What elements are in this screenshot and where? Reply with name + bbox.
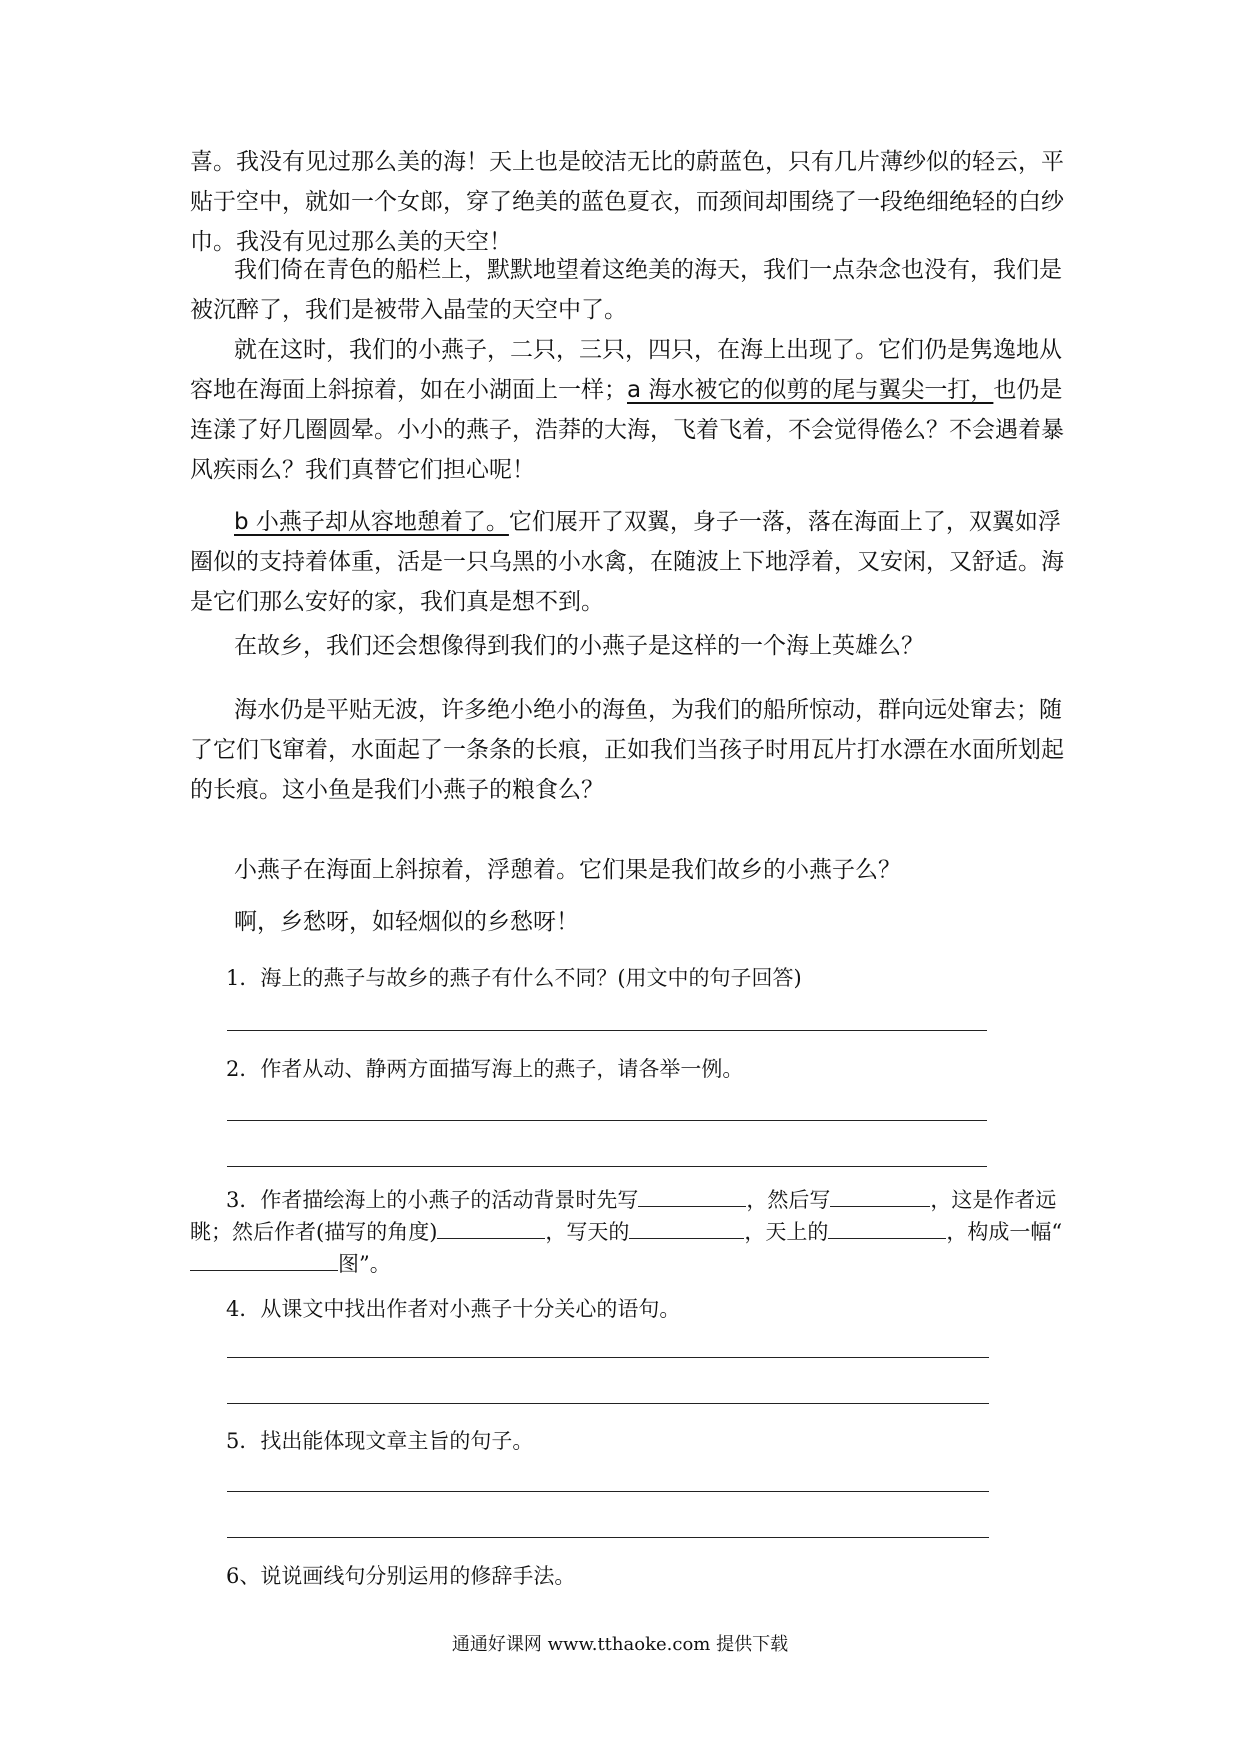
- answer-line-q5-2[interactable]: [227, 1537, 989, 1538]
- blank-q3-6[interactable]: [190, 1248, 338, 1271]
- passage-paragraph-6: 海水仍是平贴无波，许多绝小绝小的海鱼，为我们的船所惊动，群向远处窜去；随了它们飞窜着，水面起了一条条的长痕，正如我们当孩子时用瓦片打水漂在水面所划起的长痕。这小鱼是我们小燕子的粮食么？: [190, 697, 1064, 803]
- passage-paragraph-2: 我们倚在青色的船栏上，默默地望着这绝美的海天，我们一点杂念也没有，我们是被沉醉了，我们是被带入晶莹的天空中了。: [190, 257, 1062, 323]
- answer-line-q1[interactable]: [227, 1030, 987, 1031]
- blank-q3-2[interactable]: [830, 1184, 930, 1207]
- blank-q3-1[interactable]: [638, 1184, 746, 1207]
- footer-download-notice: 通通好课网 www.tthaoke.com 提供下载: [451, 1634, 789, 1655]
- question-3: 3．作者描绘海上的小燕子的活动背景时先写 ，然后写 ，这是作者远眺；然后作者(描写的角度) ，写天的 ，天上的 ，构成一幅“图”。: [190, 1184, 1065, 1280]
- answer-line-q2-1[interactable]: [227, 1120, 987, 1121]
- blank-q3-4[interactable]: [629, 1216, 744, 1239]
- blank-q3-3[interactable]: [437, 1216, 545, 1239]
- passage-paragraph-1: 喜。我没有见过那么美的海！天上也是皎洁无比的蔚蓝色，只有几片薄纱似的轻云，平贴于空中，就如一个女郎，穿了绝美的蓝色夏衣，而颈间却围绕了一段绝细绝轻的白纱巾。我没有见过那么美的天空！: [190, 149, 1064, 255]
- passage-paragraph-7: 小燕子在海面上斜掠着，浮憩着。它们果是我们故乡的小燕子么？: [234, 857, 901, 883]
- question-1: 1．海上的燕子与故乡的燕子有什么不同？(用文中的句子回答): [226, 966, 802, 990]
- question-6: 6、说说画线句分别运用的修辞手法。: [226, 1564, 576, 1588]
- passage-paragraph-8: 啊，乡愁呀，如轻烟似的乡愁呀！: [234, 909, 579, 935]
- question-2: 2．作者从动、静两方面描写海上的燕子，请各举一例。: [226, 1057, 744, 1081]
- answer-line-q2-2[interactable]: [227, 1166, 987, 1167]
- underlined-sentence-b: b 小燕子却从容地憩着了。: [234, 509, 509, 535]
- answer-line-q4-2[interactable]: [227, 1403, 989, 1404]
- answer-line-q4-1[interactable]: [227, 1357, 989, 1358]
- question-4: 4．从课文中找出作者对小燕子十分关心的语句。: [226, 1297, 681, 1321]
- question-5: 5．找出能体现文章主旨的句子。: [226, 1429, 534, 1453]
- underlined-sentence-a: a 海水被它的似剪的尾与翼尖一打，: [627, 377, 994, 403]
- passage-paragraph-5: 在故乡，我们还会想像得到我们的小燕子是这样的一个海上英雄么？: [234, 633, 924, 659]
- passage-paragraph-4: b 小燕子却从容地憩着了。它们展开了双翼，身子一落，落在海面上了，双翼如浮圈似的支持着体重，活是一只乌黑的小水禽，在随波上下地浮着，又安闲，又舒适。海是它们那么安好的家，我们真是想不到。: [190, 509, 1064, 615]
- passage-paragraph-3: 就在这时，我们的小燕子，二只，三只，四只，在海上出现了。它们仍是隽逸地从容地在海面上斜掠着，如在小湖面上一样；a 海水被它的似剪的尾与翼尖一打，也仍是连漾了好几圈圆晕。小小的燕子，浩莽的大海，飞着飞着，不会觉得倦么？不会遇着暴风疾雨么？我们真替它们担心呢！: [190, 337, 1064, 483]
- blank-q3-5[interactable]: [828, 1216, 946, 1239]
- answer-line-q5-1[interactable]: [227, 1491, 989, 1492]
